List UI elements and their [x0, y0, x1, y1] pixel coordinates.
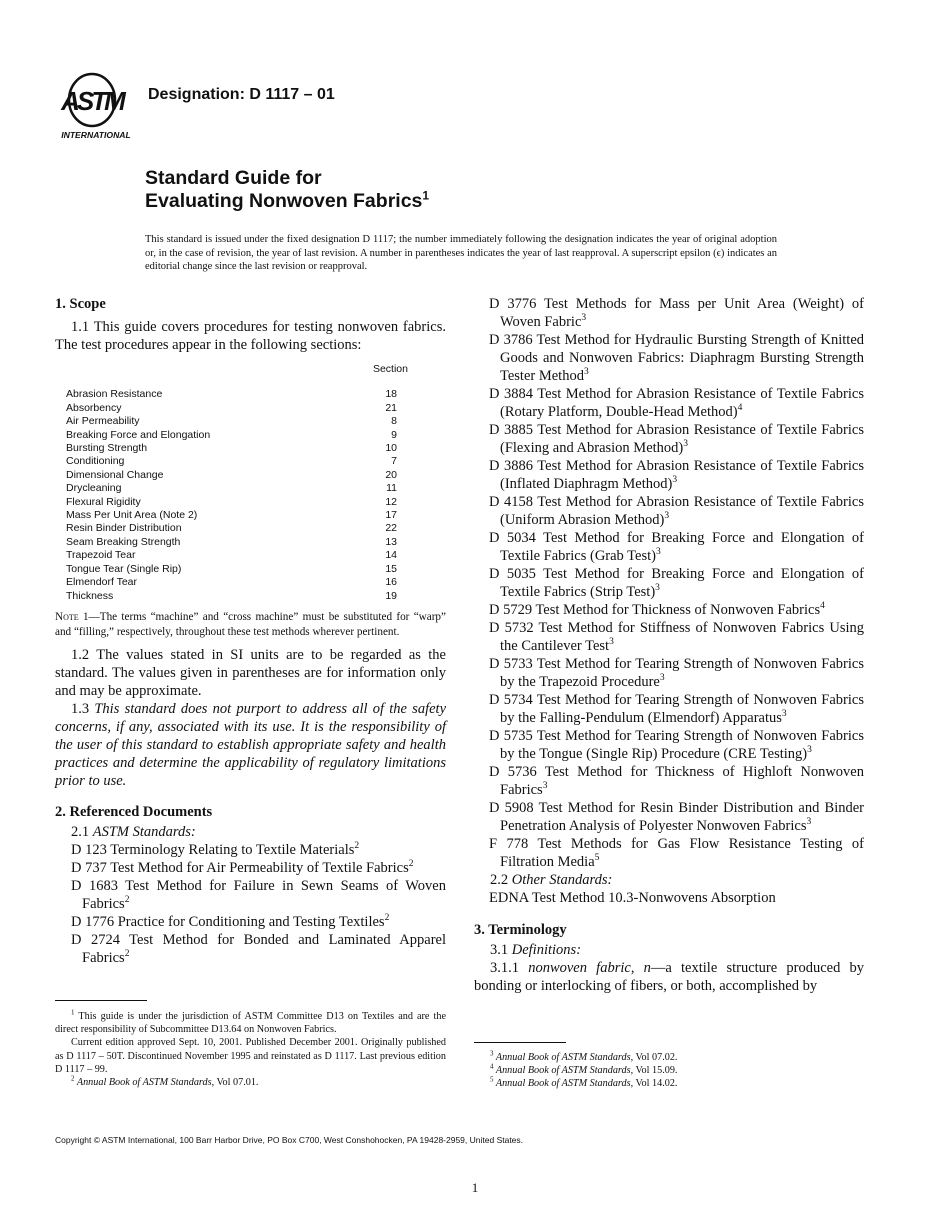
section-table-row [55, 536, 446, 549]
note-1 [55, 610, 446, 640]
title-footnote-mark: 1 [422, 188, 430, 203]
footnote-1-mark: 1 [71, 1008, 75, 1017]
reference-item [474, 295, 864, 331]
term-separator: , [630, 960, 644, 976]
logo-subtext: INTERNATIONAL [61, 130, 131, 140]
section-table-name: Absorbency [66, 401, 122, 414]
page-number: 1 [471, 1180, 479, 1195]
preamble: This standard is issued under the fixed designation D 1117; the number immediately following the designation indicates the year of original adoption or, in the case of revision, the year of last revision. A number in parentheses indicates the year of last reapproval. A superscript epsilon (ϵ) indicates an editorial change since the last revision or reapproval. [145, 234, 777, 273]
astm-international-logo [56, 70, 138, 142]
reference-text: D 2724 Test Method for Bonded and Laminated Apparel Fabrics [71, 931, 446, 966]
reference-text: D 3786 Test Method for Hydraulic Bursting Strength of Knitted Goods and Nonwoven Fabrics: Diaphragm Bursting Strength Tester Method [489, 332, 864, 384]
reference-item [71, 931, 446, 967]
reference-text: D 3885 Test Method for Abrasion Resistance of Textile Fabrics (Flexing and Abrasion Method) [489, 422, 864, 456]
section-table-name: Dimensional Change [66, 468, 164, 481]
designation: Designation: D 1117 – 01 [148, 86, 335, 103]
section-heading-terminology: 3. Terminology [474, 922, 567, 938]
section-heading-referenced-documents: 2. Referenced Documents [55, 803, 213, 820]
reference-footnote-mark: 2 [124, 949, 130, 960]
footnote-2-mark: 2 [71, 1074, 75, 1083]
paragraph-1-3 [55, 700, 446, 790]
section-table-row [55, 482, 446, 495]
section-table-name: Mass Per Unit Area (Note 2) [66, 509, 198, 522]
reference-item [474, 727, 864, 763]
section-table-name: Flexural Rigidity [66, 495, 141, 508]
reference-footnote-mark: 3 [581, 313, 587, 324]
reference-text: D 1776 Practice for Conditioning and Testing Textiles [71, 913, 385, 930]
paragraph-3-1-1 [474, 959, 864, 995]
footnote-rule-left [55, 1000, 147, 1001]
reference-text: D 5732 Test Method for Stiffness of Nonwoven Fabrics Using the Cantilever Test [489, 620, 864, 654]
reference-footnote-mark: 5 [594, 853, 600, 864]
footnote-text: Annual Book of ASTM Standards [493, 1052, 631, 1063]
paragraph-2-1-number: 2.1 [71, 823, 93, 840]
footnote-text: Annual Book of ASTM Standards [493, 1078, 631, 1090]
footnote-1 [55, 1010, 446, 1036]
reference-item [474, 331, 864, 385]
logo-text: ASTM [61, 86, 123, 116]
section-table-row [55, 549, 446, 562]
section-table-name: Conditioning [66, 455, 125, 468]
reference-item [474, 457, 864, 493]
reference-text: D 1683 Test Method for Failure in Sewn Seams of Woven Fabrics [71, 877, 446, 912]
reference-text: D 4158 Test Method for Abrasion Resistance of Textile Fabrics (Uniform Abrasion Method) [489, 494, 864, 528]
reference-footnote-mark: 2 [408, 859, 414, 870]
reference-footnote-mark: 2 [354, 841, 360, 852]
reference-footnote-mark: 3 [683, 439, 688, 450]
reference-text: D 5733 Test Method for Tearing Strength of Nonwoven Fabrics by the Trapezoid Procedure [489, 656, 864, 690]
paragraph-3-1-1-number: 3.1.1 [490, 960, 529, 976]
section-table-number: 18 [385, 388, 397, 401]
section-table-row [55, 429, 446, 442]
footnote-rule-right [474, 1042, 566, 1043]
section-table-name: Elmendorf Tear [66, 576, 138, 589]
paragraph-1-1: 1.1 This guide covers procedures for testing nonwoven fabrics. The test procedures appear in the following sections: [55, 319, 446, 353]
section-table-name: Bursting Strength [66, 442, 148, 455]
reference-text: D 5908 Test Method for Resin Binder Distribution and Binder Penetration Analysis of Polyester Nonwoven Fabrics [489, 800, 864, 834]
reference-item [474, 799, 864, 835]
reference-text: D 5734 Test Method for Tearing Strength of Nonwoven Fabrics by the Falling-Pendulum (Elmendorf) Apparatus [489, 692, 864, 726]
footnotes-left [55, 1010, 446, 1089]
section-table-number: 15 [385, 562, 397, 575]
reference-footnote-mark: 2 [124, 895, 130, 906]
footnote-mark: 4 [490, 1062, 494, 1071]
footnote-mark: 3 [490, 1049, 494, 1058]
reference-text: F 778 Test Methods for Gas Flow Resistance Testing of Filtration Media [489, 836, 864, 870]
section-table-row [55, 442, 446, 455]
section-table-number: 7 [391, 455, 397, 468]
footnote-3 [474, 1051, 864, 1064]
section-table-rows [55, 388, 446, 603]
section-table-number: 17 [385, 509, 397, 522]
section-table-name: Drycleaning [66, 482, 122, 495]
reference-text: D 5735 Test Method for Tearing Strength of Nonwoven Fabrics by the Tongue (Single Rip) Procedure (CRE Testing) [489, 728, 864, 762]
footnote-4 [474, 1064, 864, 1077]
reference-text: D 5729 Test Method for Thickness of Nonwoven Fabrics [489, 602, 821, 618]
reference-footnote-mark: 3 [664, 511, 670, 522]
note-text: 1—The terms “machine” and “cross machine” must be substituted for “warp” and “filling,” respectively, throughout these test methods wherever pertinent. [55, 610, 446, 638]
reference-footnote-mark: 3 [655, 583, 660, 594]
reference-item [71, 859, 446, 877]
paragraph-2-1 [55, 823, 446, 841]
section-table-name: Abrasion Resistance [66, 388, 163, 401]
note-label: Note [55, 610, 79, 623]
footnotes-right [474, 1051, 864, 1091]
edna-reference: EDNA Test Method 10.3-Nonwovens Absorption [489, 890, 776, 906]
reference-footnote-mark: 3 [659, 673, 665, 684]
section-heading-scope: 1. Scope [55, 296, 106, 312]
reference-footnote-mark: 4 [737, 403, 743, 414]
section-table-name: Thickness [66, 589, 114, 602]
section-table-number: 16 [385, 576, 397, 589]
paragraph-3-1-number: 3.1 [490, 942, 512, 958]
section-table-number: 22 [385, 522, 397, 535]
reference-item [474, 601, 864, 619]
reference-footnote-mark: 3 [655, 547, 661, 558]
footnote-volume: , Vol 15.09. [630, 1065, 678, 1077]
section-table-name: Resin Binder Distribution [66, 522, 182, 535]
reference-item [474, 835, 864, 871]
paragraph-3-1-label: Definitions: [511, 942, 582, 958]
section-table-number: 9 [391, 428, 397, 441]
section-table-row [55, 455, 446, 468]
reference-text: D 5736 Test Method for Thickness of Highloft Nonwoven Fabrics [489, 764, 864, 798]
reference-item [71, 841, 446, 859]
section-table-row [55, 496, 446, 509]
section-table-number: 20 [385, 468, 397, 481]
footnote-2-volume: , Vol 07.01. [211, 1077, 259, 1089]
footnote-1-edition: Current edition approved Sept. 10, 2001. Published December 2001. Originally published as D 1117 – 50T. Discontinued November 1995 and reinstated as D 1117. Last previous edition D 1117 – 99. [55, 1037, 446, 1075]
reference-footnote-mark: 3 [583, 367, 589, 378]
section-table-row [55, 388, 446, 401]
reference-item [474, 529, 864, 565]
reference-footnote-mark: 3 [781, 709, 787, 720]
reference-text: D 3886 Test Method for Abrasion Resistance of Textile Fabrics (Inflated Diaphragm Method) [489, 458, 864, 492]
right-column [474, 295, 864, 995]
paragraph-2-2-number: 2.2 [490, 872, 512, 888]
paragraph-1-3-text: This standard does not purport to address all of the safety concerns, if any, associated with its use. It is the responsibility of the user of this standard to establish appropriate safety and health practices and determine the applicability of regulatory limitations prior to use. [55, 700, 446, 789]
section-table-row [55, 509, 446, 522]
defined-term: nonwoven fabric [528, 960, 631, 976]
definition-text: —a textile structure produced by bonding or interlocking of fibers, or both, accomplished by [474, 960, 865, 994]
reference-footnote-mark: 3 [806, 817, 812, 828]
section-table-row [55, 415, 446, 428]
reference-footnote-mark: 3 [542, 781, 548, 792]
section-table-row [55, 402, 446, 415]
section-table-name: Air Permeability [66, 415, 140, 428]
reference-item [71, 913, 446, 931]
reference-text: D 737 Test Method for Air Permeability of Textile Fabrics [71, 859, 409, 876]
reference-text: D 5035 Test Method for Breaking Force and Elongation of Textile Fabrics (Strip Test) [489, 566, 864, 600]
paragraph-1-2: 1.2 The values stated in SI units are to be regarded as the standard. The values given in parentheses are for information only and may be approximate. [55, 646, 446, 699]
section-table-number: 21 [385, 401, 397, 414]
section-table-row [55, 576, 446, 589]
reference-item [474, 655, 864, 691]
section-table-row [55, 469, 446, 482]
page-title [145, 167, 429, 213]
reference-item [474, 619, 864, 655]
left-column [55, 295, 446, 967]
reference-text: D 123 Terminology Relating to Textile Materials [71, 841, 355, 858]
copyright: Copyright © ASTM International, 100 Barr Harbor Drive, PO Box C700, West Conshohocken, PA 19428-2959, United States. [55, 1135, 524, 1145]
section-table-name: Breaking Force and Elongation [66, 428, 211, 441]
reference-item [474, 493, 864, 529]
reference-footnote-mark: 4 [820, 601, 825, 612]
section-table-name: Seam Breaking Strength [66, 535, 181, 548]
section-table-number: 10 [385, 442, 397, 455]
section-table-row [55, 590, 446, 603]
reference-item [474, 691, 864, 727]
section-table-number: 19 [385, 589, 397, 602]
section-table-name: Trapezoid Tear [66, 549, 136, 562]
footnote-5 [474, 1077, 864, 1090]
section-table-number: 12 [385, 495, 397, 508]
reference-item [474, 763, 864, 799]
paragraph-2-1-label: ASTM Standards: [92, 823, 196, 840]
paragraph-3-1 [474, 941, 864, 959]
footnote-1-text: This guide is under the jurisdiction of ASTM Committee D13 on Textiles and are the direct responsibility of Subcommittee D13.64 on Nonwoven Fabrics. [55, 1011, 446, 1036]
footnote-2 [55, 1076, 446, 1089]
footnote-volume: , Vol 14.02. [630, 1078, 678, 1090]
section-table-number: 14 [385, 549, 397, 562]
reference-text: D 5034 Test Method for Breaking Force and Elongation of Textile Fabrics (Grab Test) [489, 530, 864, 564]
footnote-2-text: Annual Book of ASTM Standards [74, 1077, 212, 1089]
section-table-header: Section [372, 363, 408, 375]
section-table-row [55, 563, 446, 576]
reference-item [474, 385, 864, 421]
reference-text: D 3884 Test Method for Abrasion Resistance of Textile Fabrics (Rotary Platform, Double-Head Method) [489, 386, 864, 420]
footnote-volume: , Vol 07.02. [630, 1052, 678, 1063]
section-table-name: Tongue Tear (Single Rip) [66, 562, 182, 575]
references-list-right [474, 295, 864, 871]
reference-footnote-mark: 3 [807, 745, 812, 756]
footnote-text: Annual Book of ASTM Standards [493, 1065, 631, 1077]
title-line-1: Standard Guide for [145, 167, 322, 189]
reference-item [474, 421, 864, 457]
paragraph-1-3-number: 1.3 [71, 700, 95, 717]
reference-item [474, 565, 864, 601]
reference-item [71, 877, 446, 913]
section-table-row [55, 522, 446, 535]
section-table-number: 13 [385, 535, 397, 548]
title-line-2 [145, 190, 429, 213]
reference-footnote-mark: 2 [384, 913, 390, 924]
references-list-left [55, 841, 446, 967]
section-table [55, 363, 446, 603]
reference-footnote-mark: 3 [672, 475, 678, 486]
reference-footnote-mark: 3 [609, 637, 614, 648]
title-text: Evaluating Nonwoven Fabrics [145, 190, 423, 212]
section-table-number: 11 [386, 482, 397, 495]
footnote-mark: 5 [490, 1076, 494, 1085]
section-table-number: 8 [391, 415, 397, 428]
part-of-speech: n [643, 960, 651, 976]
paragraph-2-2 [474, 871, 864, 889]
reference-text: D 3776 Test Methods for Mass per Unit Area (Weight) of Woven Fabric [489, 296, 864, 330]
paragraph-2-2-label: Other Standards: [511, 872, 613, 888]
